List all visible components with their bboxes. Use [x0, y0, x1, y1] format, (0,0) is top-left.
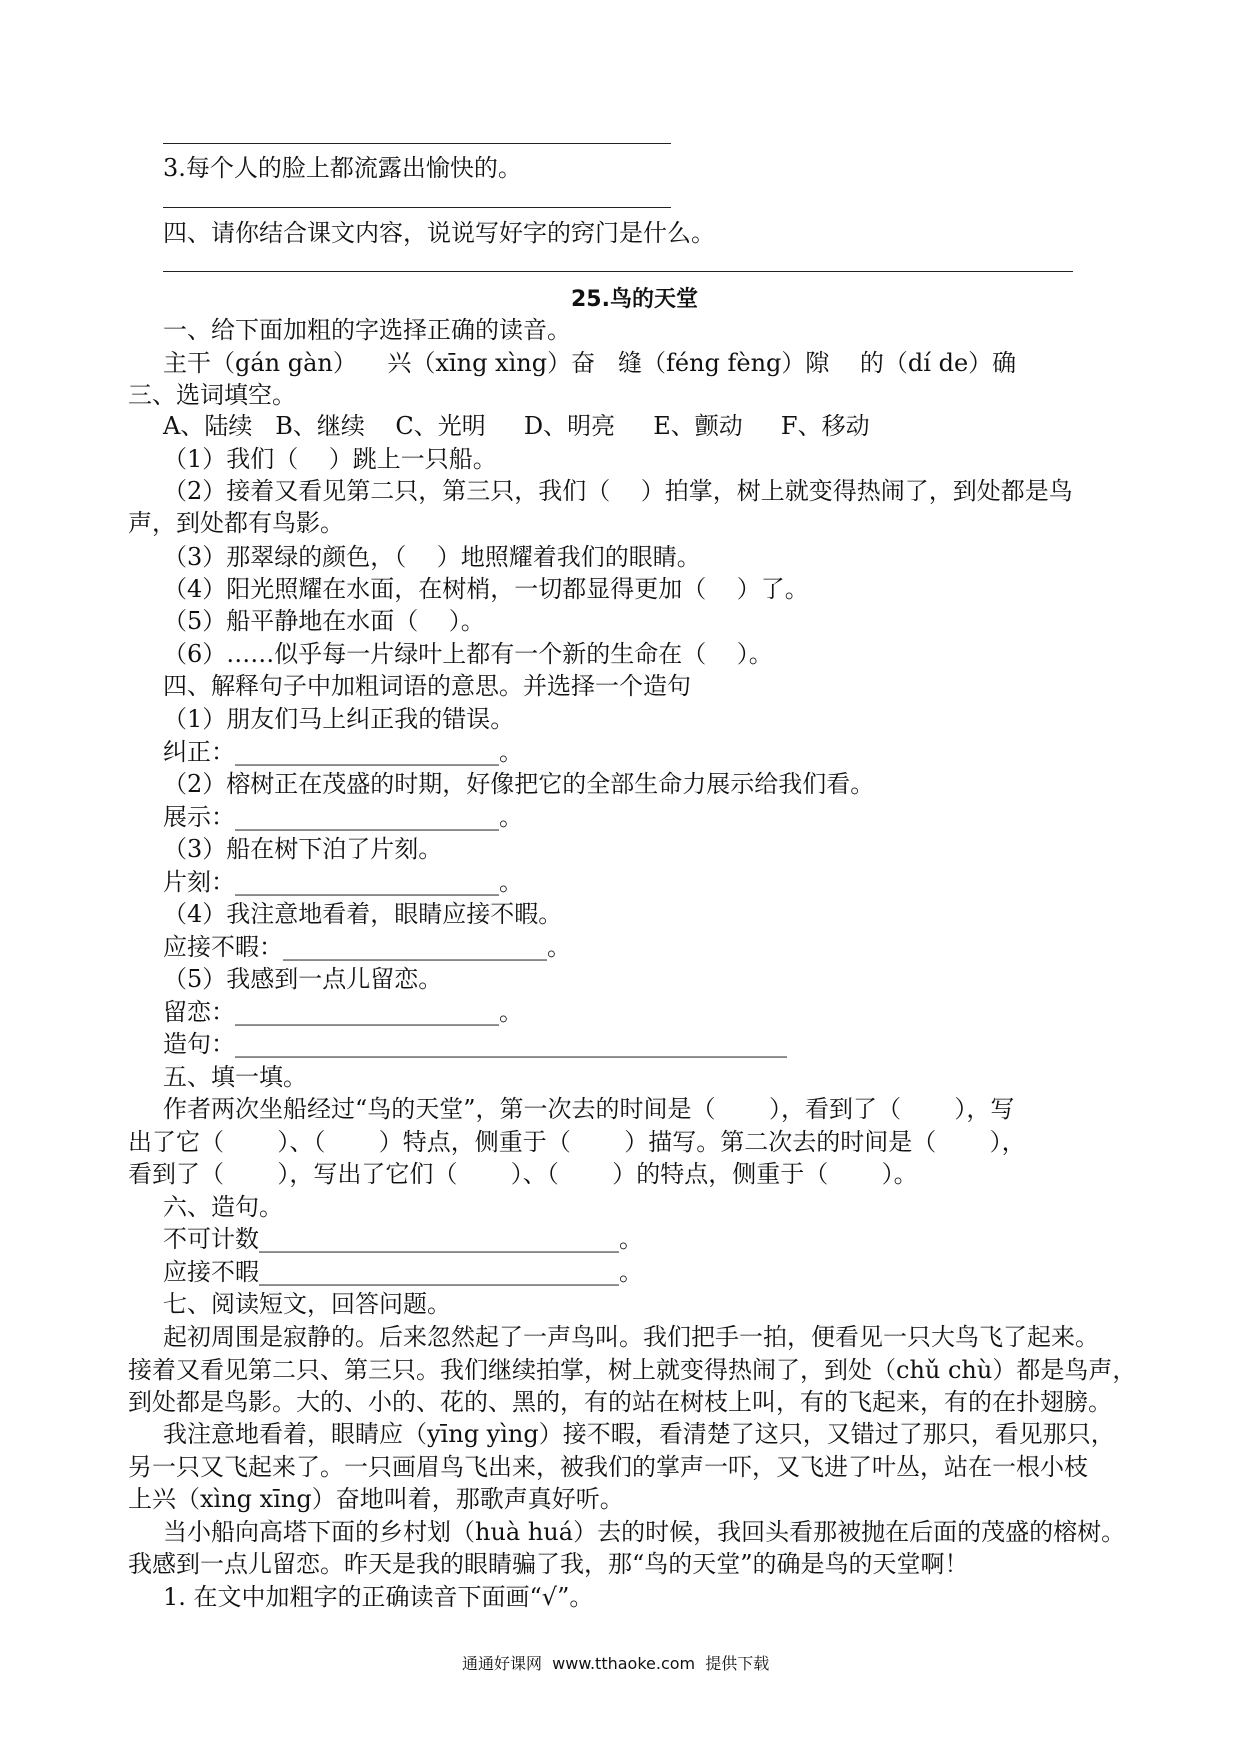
passage-p1b: 接着又看见第二只、第三只。我们继续拍掌，树上就变得热闹了，到处（chǔ chù）都是鸟声， [128, 1356, 1137, 1384]
s4-a4: 应接不暇：______________________。 [163, 933, 571, 961]
passage-p3a: 当小船向高塔下面的乡村划（huà huá）去的时候，我回头看那被抛在后面的茂盛的榕树。 [163, 1518, 1126, 1546]
s6-heading: 六、造句。 [163, 1193, 283, 1221]
s4-heading: 四、解释句子中加粗词语的意思。并选择一个造句 [163, 672, 691, 700]
s4-a2: 展示：______________________。 [163, 803, 523, 831]
s4-a1: 纠正：______________________。 [163, 738, 523, 766]
s6-line-1: 不可计数______________________________。 [163, 1225, 643, 1253]
s3-heading: 三、选词填空。 [128, 381, 296, 409]
s4-q2: （2）榕树正在茂盛的时期，好像把它的全部生命力展示给我们看。 [163, 770, 875, 798]
footer-credit: 通通好课网 www.tthaoke.com 提供下载 [462, 1654, 770, 1673]
s4-a5: 留恋：______________________。 [163, 998, 523, 1026]
s3-q1: （1）我们（ ）跳上一只船。 [163, 445, 497, 473]
lesson-title: 25.鸟的天堂 [571, 287, 698, 312]
s3-q2a: （2）接着又看见第二只，第三只，我们（ ）拍掌，树上就变得热闹了，到处都是鸟 [163, 477, 1073, 505]
s3-q5: （5）船平静地在水面（ ）。 [163, 607, 485, 635]
passage-p2b: 另一只又飞起来了。一只画眉鸟飞出来，被我们的掌声一吓，又飞进了叶丛，站在一根小枝 [128, 1453, 1088, 1481]
s4-make-sentence: 造句：______________________________________________ [163, 1030, 787, 1058]
sentence-3: 3.每个人的脸上都流露出愉快的。 [163, 154, 522, 182]
s6-line-2: 应接不暇______________________________。 [163, 1258, 643, 1286]
section-4-heading: 四、请你结合课文内容，说说写好字的窍门是什么。 [163, 219, 715, 247]
s7-heading: 七、阅读短文，回答问题。 [163, 1290, 451, 1318]
s1-heading: 一、给下面加粗的字选择正确的读音。 [163, 316, 571, 344]
s4-q4: （4）我注意地看着，眼睛应接不暇。 [163, 900, 563, 928]
question-1: 1. 在文中加粗字的正确读音下面画“√”。 [163, 1583, 594, 1611]
s3-q4: （4）阳光照耀在水面，在树梢，一切都显得更加（ ）了。 [163, 575, 809, 603]
passage-p1a: 起初周围是寂静的。后来忽然起了一声鸟叫。我们把手一拍，便看见一只大鸟飞了起来。 [163, 1323, 1099, 1351]
answer-line [163, 271, 1073, 272]
s5-line-1: 作者两次坐船经过“鸟的天堂”，第一次去的时间是（ ），看到了（ ），写 [163, 1095, 1015, 1123]
s3-options: A、陆续 B、继续 C、光明 D、明亮 E、颤动 F、移动 [163, 412, 870, 440]
s3-q2b: 声，到处都有鸟影。 [128, 509, 344, 537]
passage-p2a: 我注意地看着，眼睛应（yīng yìng）接不暇，看清楚了这只，又错过了那只，看见那只， [163, 1420, 1115, 1448]
passage-p2c: 上兴（xìng xīng）奋地叫着，那歌声真好听。 [128, 1485, 624, 1513]
passage-p1c: 到处都是鸟影。大的、小的、花的、黑的，有的站在树枝上叫，有的飞起来，有的在扑翅膀。 [128, 1388, 1112, 1416]
s5-line-3: 看到了（ ），写出了它们（ ）、（ ）的特点，侧重于（ ）。 [128, 1160, 918, 1188]
s4-a3: 片刻：______________________。 [163, 868, 523, 896]
s4-q1: （1）朋友们马上纠正我的错误。 [163, 705, 515, 733]
s1-pinyin-line: 主干（gán gàn） 兴（xīng xìng）奋 缝（féng fèng）隙 的（dí de）确 [163, 349, 1017, 377]
answer-line [163, 143, 671, 144]
s5-heading: 五、填一填。 [163, 1063, 307, 1091]
s4-q3: （3）船在树下泊了片刻。 [163, 835, 443, 863]
s4-q5: （5）我感到一点儿留恋。 [163, 965, 443, 993]
s3-q6: （6）……似乎每一片绿叶上都有一个新的生命在（ ）。 [163, 640, 773, 668]
passage-p3b: 我感到一点儿留恋。昨天是我的眼睛骗了我，那“鸟的天堂”的确是鸟的天堂啊！ [128, 1550, 969, 1578]
s3-q3: （3）那翠绿的颜色，（ ）地照耀着我们的眼睛。 [163, 543, 701, 571]
answer-line [163, 207, 671, 208]
s5-line-2: 出了它（ ）、（ ）特点，侧重于（ ）描写。第二次去的时间是（ ）， [128, 1128, 1026, 1156]
